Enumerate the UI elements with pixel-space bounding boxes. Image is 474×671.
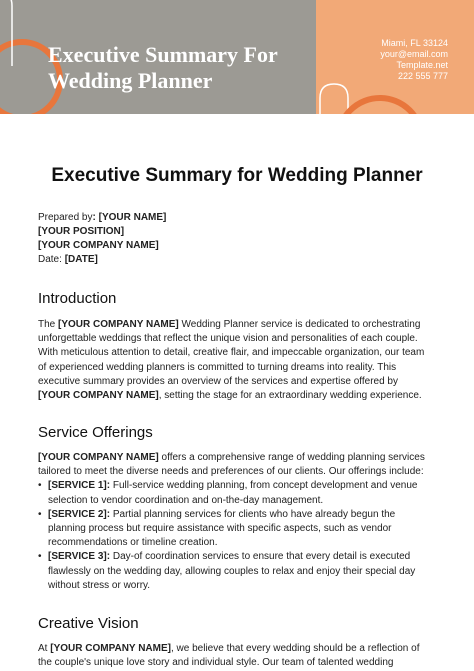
text-line: the couple's unique love story and individual style. Our team of talented wedding bbox=[38, 657, 394, 669]
date-value: [DATE] bbox=[64, 254, 98, 265]
text-line bbox=[38, 318, 438, 332]
contact-email: your@email.com bbox=[380, 49, 448, 59]
text-line bbox=[38, 642, 438, 656]
prepared-by-company: [YOUR COMPANY NAME] bbox=[38, 240, 159, 251]
text-line: tailored to meet the diverse needs and preferences of our clients. Our offerings include: bbox=[38, 466, 424, 478]
company-name: [YOUR COMPANY NAME] bbox=[50, 643, 171, 654]
contact-block bbox=[380, 38, 448, 82]
text-span: Partial planning services for clients who have already begun the bbox=[110, 508, 396, 520]
contact-address: Miami, FL 33124 bbox=[381, 38, 448, 48]
text-line: With meticulous attention to detail, creative flair, and impeccable organization, our team bbox=[38, 347, 425, 359]
prepared-by-line bbox=[38, 211, 166, 225]
prepared-by-separator: : bbox=[92, 212, 96, 223]
creative-vision-heading: Creative Vision bbox=[38, 615, 139, 632]
text-line: flawlessly on the wedding day, allowing couples to relax and enjoy their special day bbox=[48, 565, 416, 577]
bullet-icon: • bbox=[38, 551, 42, 563]
header-banner bbox=[0, 0, 474, 114]
text-line bbox=[48, 550, 438, 564]
text-line bbox=[38, 451, 438, 465]
banner-gray-panel bbox=[0, 0, 316, 114]
text-span: Wedding Planner service is dedicated to orchestrating bbox=[178, 319, 421, 330]
creative-vision-paragraph bbox=[38, 642, 438, 670]
prepared-by-block bbox=[38, 211, 166, 267]
text-span: , setting the stage for an extraordinary wedding experience. bbox=[158, 390, 422, 402]
bullet-icon: • bbox=[38, 480, 42, 492]
date-label: Date: bbox=[38, 254, 62, 265]
bullet-icon: • bbox=[38, 508, 42, 520]
company-name: [YOUR COMPANY NAME] bbox=[38, 390, 159, 402]
date-line bbox=[38, 253, 166, 267]
text-line: planning process but require assistance with specific aspects, such as vendor bbox=[48, 523, 392, 535]
service-offerings-section bbox=[38, 451, 438, 593]
text-line bbox=[38, 389, 438, 403]
text-span: Day-of coordination services to ensure that every detail is executed bbox=[110, 551, 411, 563]
service-item-3 bbox=[38, 550, 438, 593]
text-span: Full-service wedding planning, from concept development and venue bbox=[110, 480, 418, 492]
prepared-by-label: Prepared by bbox=[38, 212, 93, 223]
text-line bbox=[48, 508, 438, 522]
prepared-by-position: [YOUR POSITION] bbox=[38, 226, 125, 237]
text-line: without stress or worry. bbox=[48, 579, 151, 591]
text-line: selection to vendor coordination and on-the-day management. bbox=[48, 494, 324, 506]
contact-phone: 222 555 777 bbox=[397, 71, 448, 81]
text-line: of experienced wedding planners is committed to turning dreams into reality. This bbox=[38, 361, 397, 373]
text-span: , we believe that every wedding should be a reflection of bbox=[170, 643, 420, 654]
company-name: [YOUR COMPANY NAME] bbox=[58, 319, 179, 330]
contact-website: Template.net bbox=[396, 60, 448, 70]
service-label: [SERVICE 2]: bbox=[48, 508, 111, 520]
text-line bbox=[48, 479, 438, 493]
text-span: offers a comprehensive range of wedding planning services bbox=[158, 452, 425, 463]
company-name: [YOUR COMPANY NAME] bbox=[38, 452, 159, 463]
banner-title-line-1: Executive Summary For bbox=[48, 42, 278, 67]
service-label: [SERVICE 3]: bbox=[48, 551, 111, 563]
text-line: unforgettable weddings that reflect the unique vision and personalities of each couple. bbox=[38, 333, 418, 345]
text-span: The bbox=[38, 319, 59, 330]
text-line: recommendations or timeline creation. bbox=[48, 537, 218, 549]
service-item-1 bbox=[38, 479, 438, 507]
text-line: executive summary provides an overview of the services and expertise offered by bbox=[38, 375, 398, 387]
service-label: [SERVICE 1]: bbox=[48, 480, 111, 492]
prepared-by-name: [YOUR NAME] bbox=[98, 212, 167, 223]
introduction-heading: Introduction bbox=[38, 290, 117, 307]
document-title: Executive Summary for Wedding Planner bbox=[51, 165, 423, 186]
introduction-paragraph bbox=[38, 318, 438, 403]
banner-title-line-2: Wedding Planner bbox=[48, 68, 213, 93]
service-offerings-heading: Service Offerings bbox=[38, 424, 153, 441]
text-span: At bbox=[38, 643, 51, 654]
banner-peach-panel bbox=[316, 0, 474, 114]
service-item-2 bbox=[38, 508, 438, 551]
banner-title bbox=[48, 42, 310, 94]
